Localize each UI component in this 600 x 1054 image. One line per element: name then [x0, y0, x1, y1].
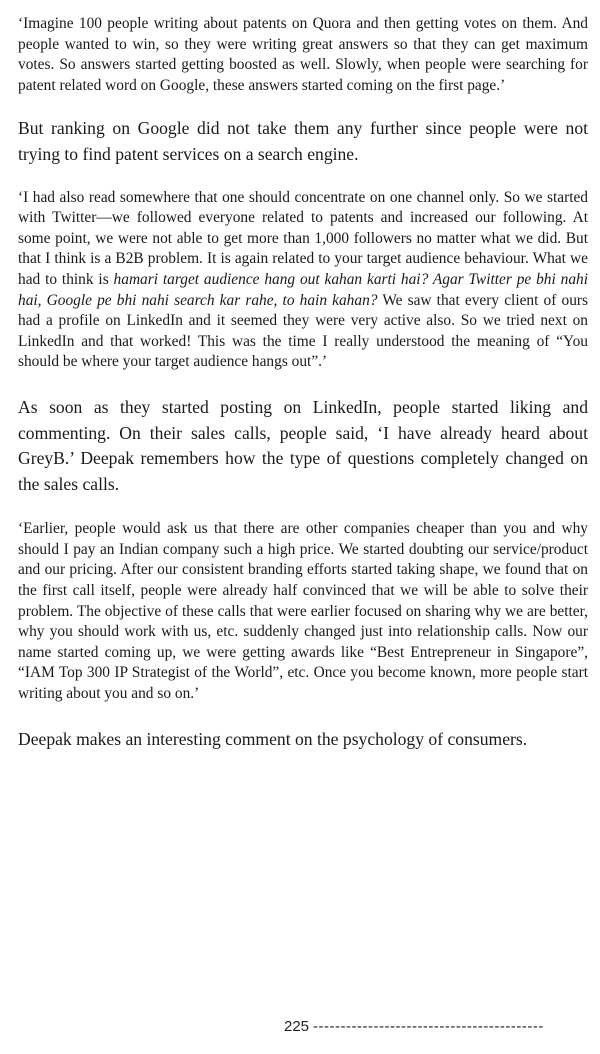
quote-paragraph-twitter-linkedin: [18, 188, 588, 373]
narrative-paragraph-google-ranking: But ranking on Google did not take them any further since people were not trying to find patent services on a search engine.: [18, 118, 588, 164]
footer-dashed-rule: ------------------------------------------: [313, 1017, 544, 1035]
quote-paragraph-quora: ‘Imagine 100 people writing about patents on Quora and then getting votes on them. And people wanted to win, so they were writing great answers so that they can get maximum votes. So answers started getting boosted as well. Slowly, when people were searching for patent related word on Google, these answers started coming on the first page.’: [18, 15, 588, 94]
page-number: 225: [284, 1017, 310, 1035]
narrative-paragraph-consumer-psychology: Deepak makes an interesting comment on the psychology of consumers.: [18, 728, 528, 749]
quote-paragraph-branding: ‘Earlier, people would ask us that there are other companies cheaper than you and why should I pay an Indian company such a high price. We started doubting our service/product and our pricing. After our consistent branding efforts started taking shape, we found that on the first call itself, people were already half convinced that we will be able to solve their problem. The objective of these calls that were earlier focused on sharing why we are better, why you should work with us, etc. suddenly changed just into relationship calls. Now our name started coming up, we were getting awards like “Best Entrepreneur in Singapore”, “IAM Top 300 IP Strategist of the World”, etc. Once you become known, more people start writing about you and so on.’: [18, 520, 588, 703]
narrative-paragraph-linkedin-results: As soon as they started posting on LinkedIn, people started liking and commenting. On their sales calls, people said, ‘I have already heard about GreyB.’ Deepak remembers how the type of questions completely changed on the sales calls.: [18, 396, 588, 494]
page-footer: [284, 1015, 590, 1037]
italic-hindi-phrase: hamari target audience hang out kahan karti hai? Agar Twitter pe bhi nahi hai, Google pe bhi nahi search kar rahe, to hain kahan?: [18, 270, 588, 309]
quote-text-segment: We saw that every client of ours had a profile on LinkedIn and it seemed they were very active also. So we tried next on LinkedIn and that worked! This was the time I really understood the meaning of “You should be where your target audience hangs out”.’: [18, 291, 589, 371]
quote-text-segment: ‘I had also read somewhere that one should concentrate on one channel only. So we started with Twitter—we followed everyone related to patents and increased our following. At some point, we were not able to get more than 1,000 followers no matter what we did. But that I think is a B2B problem. It is again related to your target audience behaviour. What we had to think is: [18, 188, 588, 288]
book-page: [18, 14, 588, 752]
